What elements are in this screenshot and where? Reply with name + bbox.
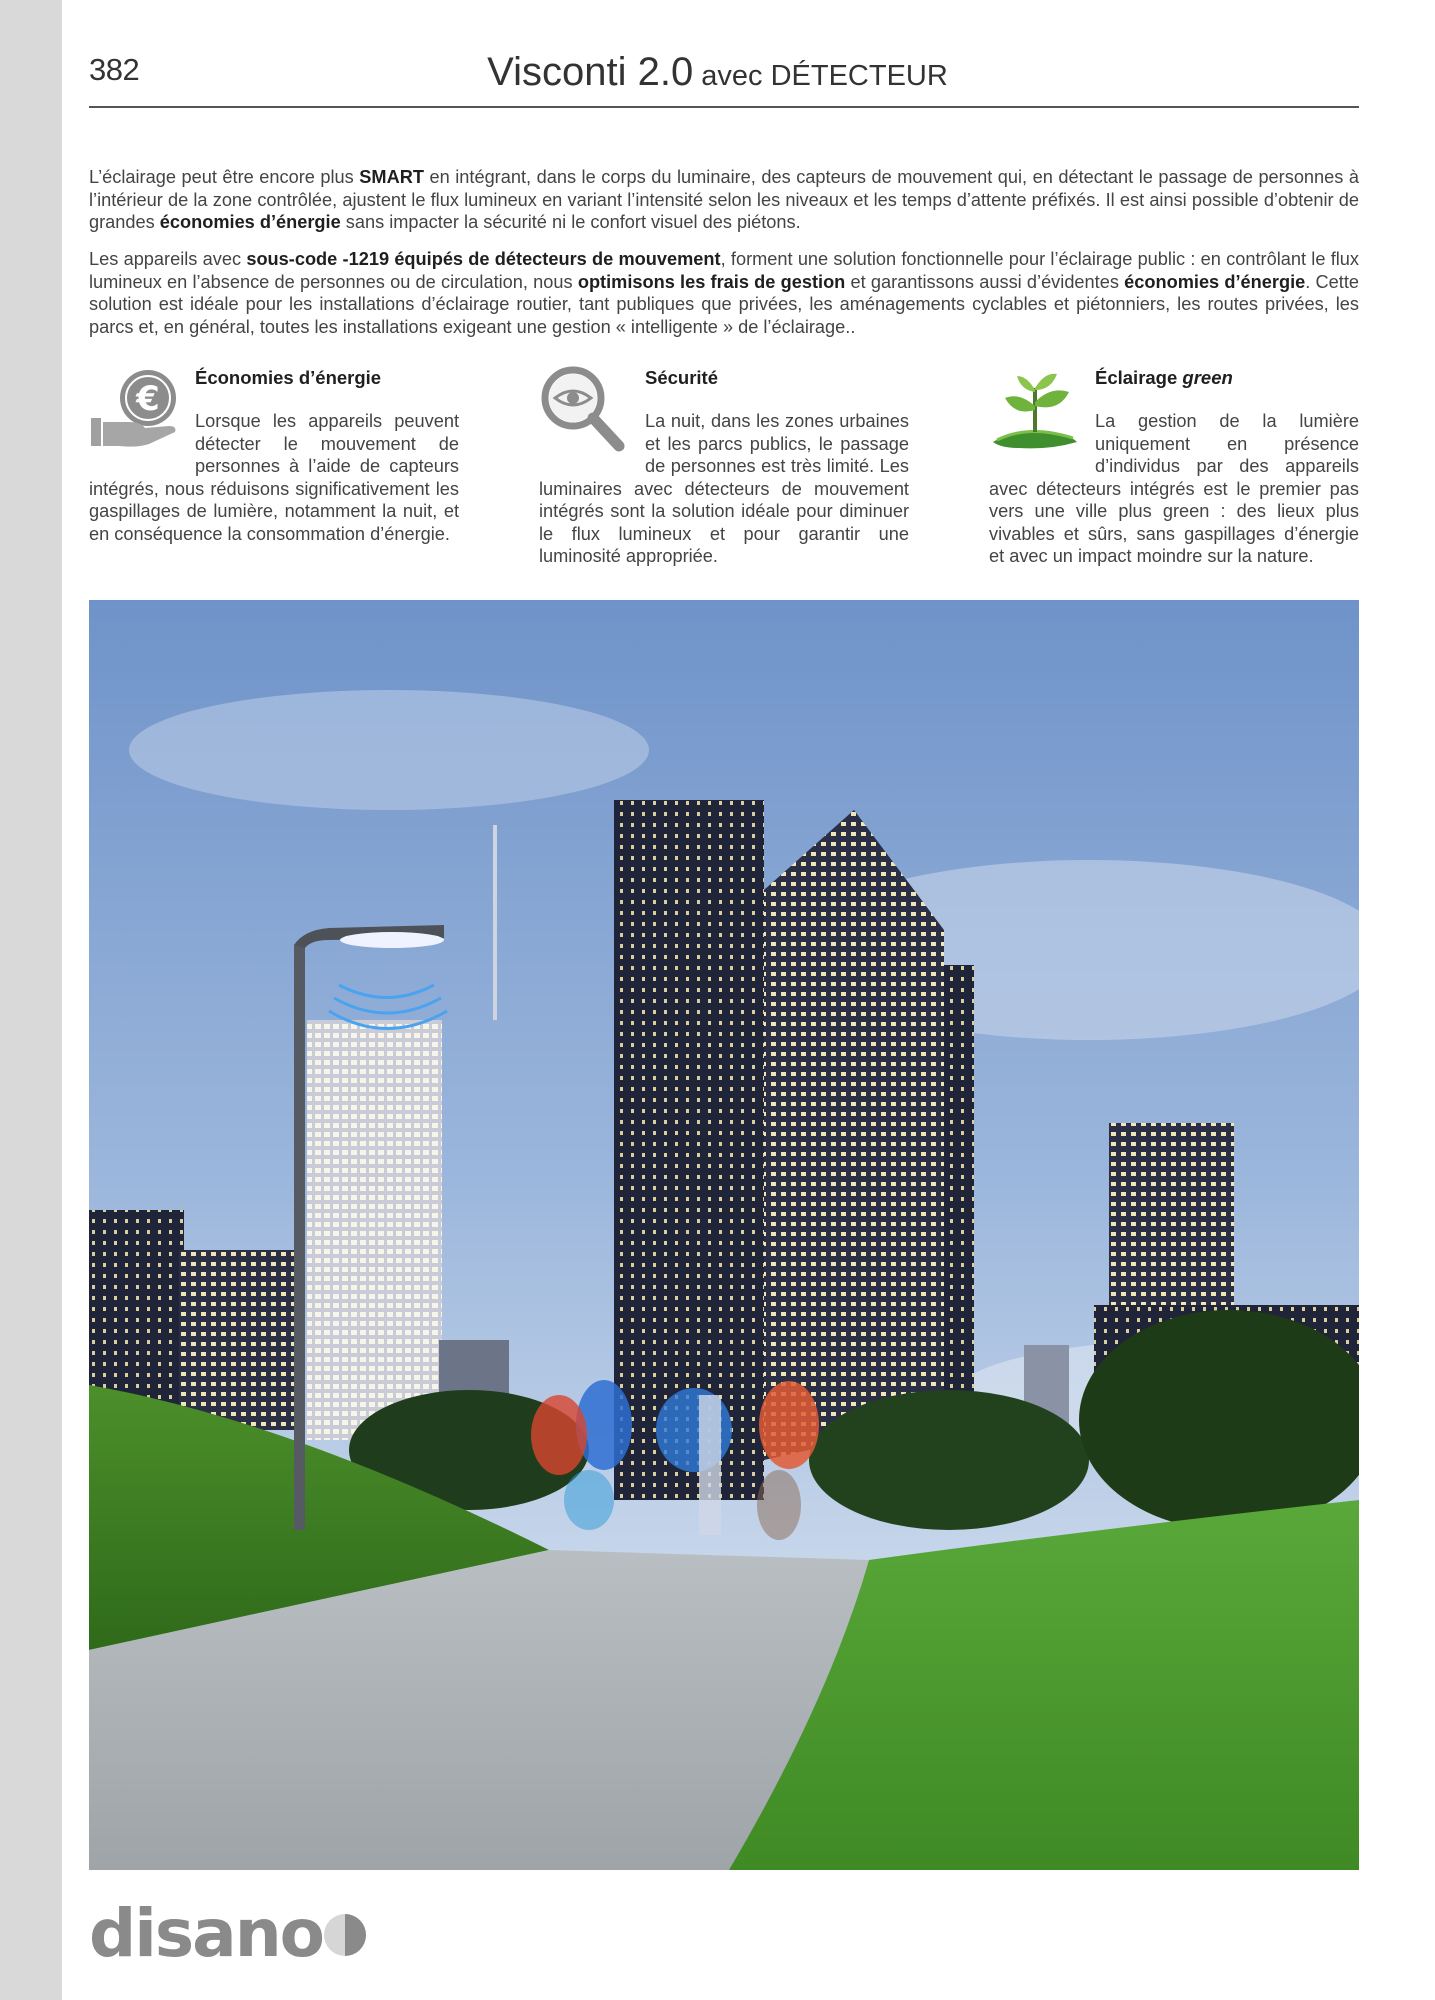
feature-title: Éclairage green [1095, 367, 1233, 388]
feature-title: Sécurité [645, 367, 719, 388]
page-number: 382 [89, 52, 140, 87]
header-divider [89, 106, 1359, 108]
title-main: Visconti 2.0 [487, 50, 694, 94]
feature-description: La gestion de la lumière uniquement en présence d’individus par des appareils avec détecteurs intégrés est le premier pas vers une ville plus green : des lieux plus vivables et sûrs, sans gaspillages d’énergie et avec un impact moindre sur la nature. [989, 411, 1359, 566]
svg-text:€: € [136, 379, 160, 419]
title-sub: avec DÉTECTEUR [693, 60, 948, 92]
feature-description: Lorsque les appareils peuvent détecter le mouvement de personnes à l’aide de capteurs intégrés, nous réduisons significativement les gaspillages de lumière, notamment la nuit, et en conséquence la consommation d’énergie. [89, 411, 459, 544]
feature-description: La nuit, dans les zones urbaines et les parcs publics, le passage de personnes est très limité. Les luminaires avec détecteurs de mouvement intégrés sont la solution idéale pour diminuer le flux lumineux et pour garantir une luminosité appropriée. [539, 411, 909, 566]
logo-wordmark: disano [89, 1898, 324, 1968]
intro-paragraph-1: L’éclairage peut être encore plus SMART en intégrant, dans le corps du luminaire, des capteurs de mouvement qui, en détectant le passage de personnes à l’intérieur de la zone contrôlée, ajustent le flux lumineux en variant l’intensité selon les niveaux et les temps d’attente préfixés. Il est ainsi possible d’obtenir de grandes économies d’énergie sans impacter la sécurité ni le confort visuel des piétons. [89, 167, 1360, 232]
disano-logo [89, 1898, 389, 1968]
city-park-night-cyclists-photo [89, 600, 1359, 1870]
feature-title: Économies d’énergie [195, 367, 382, 388]
side-margin-bar [0, 0, 62, 2000]
page-title [0, 50, 1435, 95]
intro-paragraph-2: Les appareils avec sous-code -1219 équipés de détecteurs de mouvement, forment une solution fonctionnelle pour l’éclairage public : en contrôlant le flux lumineux en l’absence de personnes ou de circulation, nous optimisons les frais de gestion et garantissons aussi d’évidentes économies d’énergie. Cette solution est idéale pour les installations d’éclairage routier, tant publiques que privées, les aménagements cyclables et piétonniers, les routes privées, les parcs et, en général, toutes les installations exigeant une gestion « intelligente » de l’éclairage.. [89, 249, 1359, 337]
